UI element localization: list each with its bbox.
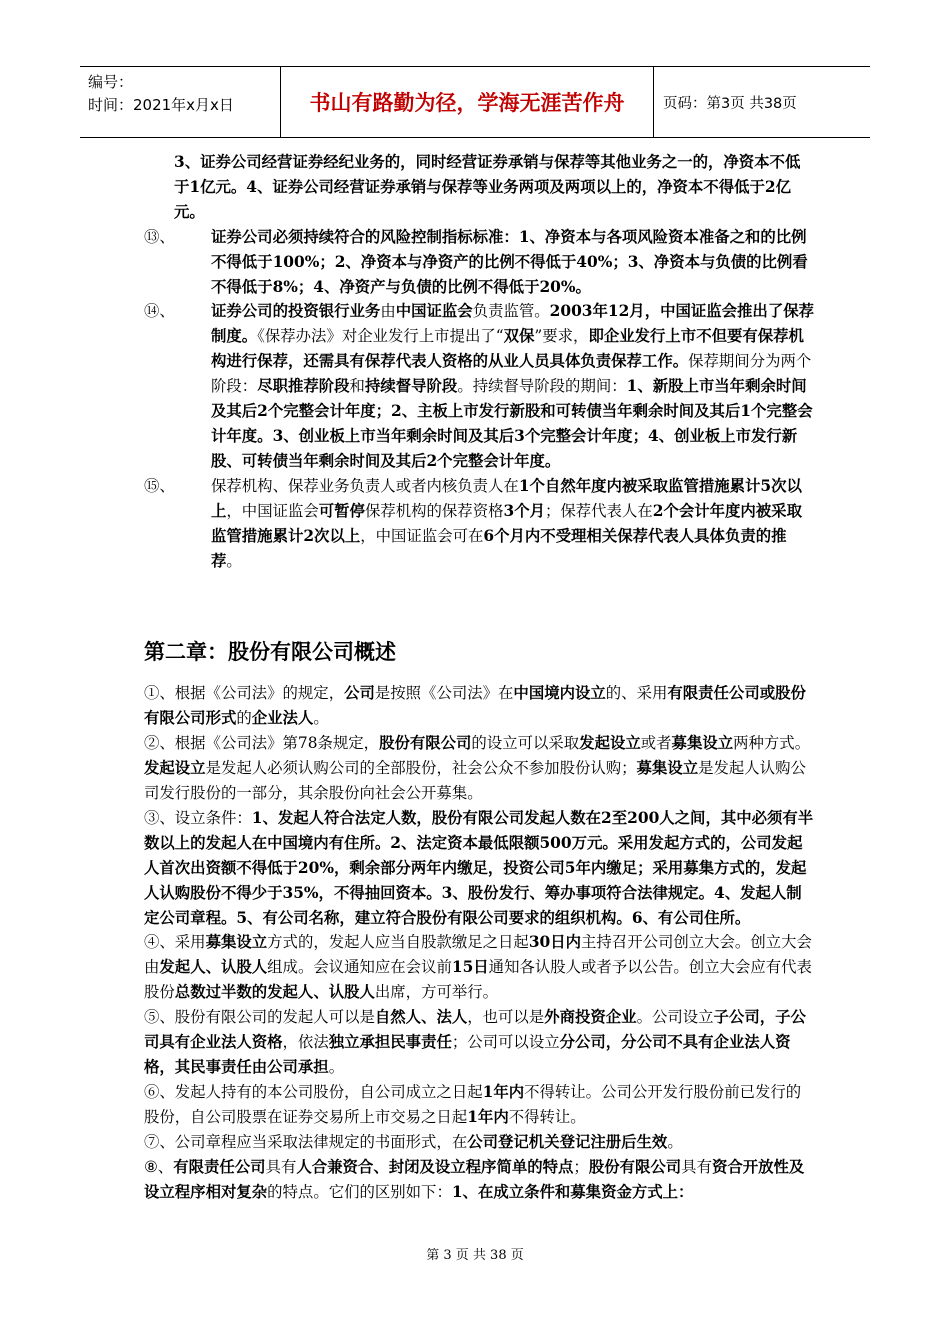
text-run: ；保荐代表人在	[544, 501, 653, 520]
text-run: 外商投资企业	[544, 1008, 637, 1027]
numbered-section	[144, 225, 814, 300]
text-run: 即企业发行上市不但要有保荐机构进行保荐，还需具有保荐代表人资格的从业人员具体负责保荐工作。	[211, 327, 804, 371]
text-run: 1年内	[467, 1107, 509, 1126]
text-run: 发起设立	[144, 759, 206, 778]
paragraph	[144, 930, 814, 1005]
text-run: 证券公司的投资银行业务	[211, 302, 381, 321]
text-run: ⑥、发起人持有的本公司股份，自公司成立之日起	[144, 1082, 483, 1101]
section-number: ⑮、	[144, 476, 175, 495]
text-run: 募集设立	[671, 734, 734, 753]
text-run: 两种方式。	[733, 734, 811, 753]
text-run: 通知各认股人或者予以公告。创立大会应有代表股份	[144, 958, 812, 1002]
text-run: 负责监管。	[472, 302, 550, 321]
text-run: 的	[236, 709, 252, 728]
text-run: 有限责任公司或股份有限公司形式	[144, 684, 806, 728]
text-run: 发起人、认股人	[159, 958, 268, 977]
page-header	[80, 66, 870, 138]
text-run: 保荐期间分为两个阶段：	[211, 352, 812, 396]
text-run: 是按照《公司法》在	[374, 684, 514, 703]
text-run: 的设立可以采取	[471, 734, 580, 753]
text-run: 募集设立	[636, 759, 699, 778]
paragraph	[144, 731, 814, 806]
text-run: ④、采用	[144, 933, 206, 952]
text-run: 。公司设立	[636, 1008, 714, 1027]
text-run: 30日内	[528, 933, 582, 952]
text-run: 和	[349, 377, 365, 396]
text-run: 出席，方可举行。	[374, 983, 499, 1002]
paragraph	[144, 1005, 814, 1080]
text-run: 方式的，发起人应当自股款缴足之日起	[267, 933, 529, 952]
text-run: 不得转让。公司公开发行股份前已发行的股份，自公司股票在证券交易所上市交易之日起	[144, 1082, 802, 1126]
section-number: ⑭、	[144, 302, 175, 321]
text-run: 主持召开公司创立大会。创立大会由	[144, 933, 812, 977]
intro-paragraph	[144, 150, 814, 225]
text-run: ，中国证监会可在	[360, 526, 484, 545]
text-run: 公司登记机关登记注册后生效	[467, 1132, 668, 1151]
text-run: 1、在成立条件和募集资金方式上：	[451, 1182, 694, 1201]
text-run: 股份有限公司	[379, 734, 472, 753]
text-run: 独立承担民事责任	[328, 1033, 452, 1052]
page-footer: 第 3 页 共 38 页	[426, 1248, 524, 1263]
text-run: 。	[328, 1058, 345, 1076]
numbered-section	[144, 474, 814, 574]
text-run: 总数过半数的发起人、认股人	[174, 983, 375, 1002]
section-text	[211, 299, 814, 473]
text-run: ；	[573, 1157, 589, 1176]
text-run: 是发起人必须认购公司的全部股份，社会公众不参加股份认购；	[205, 759, 637, 778]
text-run: 分公司，分公司不具有企业法人资格，其民事责任由公司承担	[144, 1033, 791, 1076]
text-run: 2003年12月，中国证监会推出了保荐制度。	[211, 302, 814, 346]
text-run: ⑦、公司章程应当采取法律规定的书面形式，在	[144, 1132, 468, 1151]
text-run: ，依法	[282, 1033, 329, 1052]
text-run: ②、根据《公司法》第78条规定，	[144, 734, 380, 753]
text-run: 自然人、法人	[374, 1008, 468, 1027]
header-meta	[80, 67, 281, 137]
text-run: ，中国证监会	[226, 501, 319, 520]
paragraph	[144, 806, 814, 931]
text-run: 证券公司必须持续符合的风险控制指标标准：1、净资本与各项风险资本准备之和的比例不得低于100%；2、净资本与净资产的比例不得低于40%；3、净资本与负债的比例看不得低于8%；4、净资产与负债的比例不得低于20%。	[211, 227, 808, 296]
text-run: 双保	[503, 327, 535, 346]
numbered-section	[144, 299, 814, 473]
text-run: 人合兼资合、封闭及设立程序简单的特点	[296, 1157, 574, 1176]
number-label: 编号：	[88, 73, 134, 91]
text-run: 《保荐办法》对企业发行上市提出了“	[257, 327, 504, 346]
section-text	[211, 225, 814, 300]
chapter-title: 第二章：股份有限公司概述	[144, 640, 396, 665]
text-run: ⑤、股份有限公司的发起人可以是	[144, 1008, 375, 1027]
text-run: 中国证监会	[395, 302, 473, 321]
text-run: 中国境内设立	[513, 684, 606, 703]
text-run: 6个月内不受理相关保荐代表人具体负责的推荐	[211, 526, 787, 570]
text-run: 的特点。它们的区别如下：	[267, 1182, 452, 1201]
text-run: 。持续督导阶段的期间：	[457, 377, 627, 396]
text-run: ，也可以是	[467, 1008, 545, 1027]
text-run: 保荐机构、保荐业务负责人或者内核负责人在	[211, 476, 519, 495]
text-run: 1个自然年度内被采取监管措施累计5次以上	[211, 476, 802, 520]
text-run: 组成。会议通知应在会议前	[267, 958, 452, 977]
text-run: 有限责任公司	[173, 1157, 266, 1176]
text-run: 或者	[640, 734, 672, 753]
text-run: 子公司，子公司具有企业法人资格	[144, 1008, 806, 1052]
text-run: ①、根据《公司法》的规定，	[144, 684, 345, 703]
text-run: ；公司可以设立	[451, 1033, 560, 1052]
text-run: 募集设立	[205, 933, 268, 952]
text-run: 2个会计年度内被采取监管措施累计2次以上	[211, 501, 802, 545]
text-run: 尽职推荐阶段	[257, 377, 350, 396]
text-run: 的、采用	[605, 684, 668, 703]
text-run: 3个月	[503, 501, 545, 520]
numbered-sections	[144, 225, 814, 574]
text-run: 。	[313, 709, 329, 728]
paragraph	[144, 681, 814, 731]
text-run: 1、新股上市当年剩余时间及其后2个完整会计年度；2、主板上市发行新股和可转债当年剩余时间及其后1个完整会计年度。3、创业板上市当年剩余时间及其后3个完整会计年度；4、创业板上市发行新股、可转债当年剩余时间及其后2个完整会计年度。	[211, 377, 813, 470]
text-run: 股份有限公司	[588, 1157, 682, 1176]
paragraph	[144, 1130, 814, 1155]
text-run: 1年内	[482, 1082, 525, 1101]
header-motto: 书山有路勤为径，学海无涯苦作舟	[281, 67, 654, 137]
text-run: 可暂停	[318, 501, 365, 520]
text-run: 具有	[681, 1157, 712, 1176]
time-label: 时间：2021年x月x日	[88, 96, 234, 114]
section-number: ⑬、	[144, 227, 175, 246]
text-run: 3、证券公司经营证券经纪业务的，同时经营证券承销与保荐等其他业务之一的，净资本不低于1亿元。4、证券公司经营证券承销与保荐等业务两项及两项以上的，净资本不得低于2亿元。	[174, 153, 801, 221]
text-run: ”要求，	[534, 327, 589, 346]
document-body	[144, 150, 814, 1204]
text-run: 不得转让。	[508, 1107, 586, 1126]
text-run: 保荐机构的保荐资格	[364, 501, 504, 520]
text-run: 。	[667, 1132, 683, 1151]
text-run: 持续督导阶段	[364, 377, 458, 396]
text-run: 发起设立	[579, 734, 641, 753]
paragraph	[144, 1155, 814, 1205]
text-run: 由	[380, 302, 396, 321]
text-run: ⑧、	[144, 1157, 174, 1176]
text-run: 。	[226, 551, 242, 570]
header-page-info: 页码：第3页 共38页	[663, 95, 797, 112]
text-run: ③、设立条件：	[144, 808, 252, 827]
paragraph	[144, 1080, 814, 1130]
text-run: 企业法人	[251, 709, 314, 728]
text-run: 15日	[451, 958, 489, 977]
section-text	[211, 474, 814, 574]
text-run: 是发起人认购公司发行股份的一部分，其余股份向社会公开募集。	[144, 759, 806, 803]
text-run: 公司	[344, 684, 375, 703]
chapter-paragraphs	[144, 681, 814, 1204]
text-run: 具有	[265, 1157, 297, 1176]
text-run: 1、发起人符合法定人数，股份有限公司发起人数在2至200人之间，其中必须有半数以上的发起人在中国境内有住所。2、法定资本最低限额500万元。采用发起方式的，公司发起人首次出资额不得低于20%，剩余部分两年内缴足，投资公司5年内缴足；采用募集方式的，发起人认购股份不得少于35%，不得抽回资本。3、股份发行、筹办事项符合法律规定。4、发起人制定公司章程。5、有公司名称，建立符合股份有限公司要求的组织机构。6、有公司住所。	[144, 808, 814, 927]
text-run: 资合开放性及设立程序相对复杂	[144, 1157, 805, 1201]
